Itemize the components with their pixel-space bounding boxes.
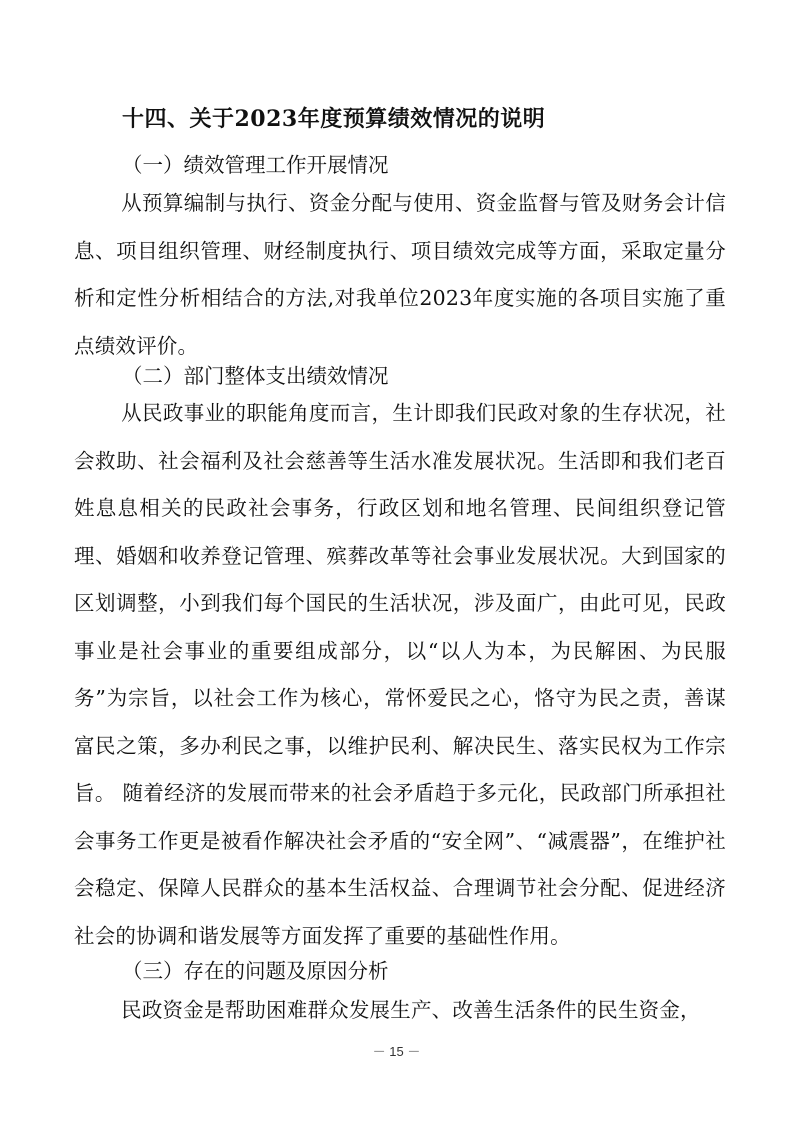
paragraph-problems-analysis: 民政资金是帮助困难群众发展生产、改善生活条件的民生资金， xyxy=(121,998,701,1022)
section-heading: 十四、关于2023年度预算绩效情况的说明 xyxy=(122,106,546,132)
page-number: － 15 － xyxy=(372,1044,421,1059)
subsection-title-1: （一）绩效管理工作开展情况 xyxy=(122,153,389,177)
paragraph-performance-management: 从预算编制与执行、资金分配与使用、资金监督与管及财务会计信息、项目组织管理、财经制度执行、项目绩效完成等方面，采取定量分析和定性分析相结合的方法,对我单位2023年度实施的各项目实施了重点绩效评价。 xyxy=(74,191,726,358)
paragraph-overall-spending-performance: 从民政事业的职能角度而言，生计即我们民政对象的生存状况，社会救助、社会福利及社会慈善等生活水准发展状况。生活即和我们老百姓息息相关的民政社会事务，行政区划和地名管理、民间组织登记管理、婚姻和收养登记管理、殡葬改革等社会事业发展状况。大到国家的区划调整，小到我们每个国民的生活状况，涉及面广，由此可见，民政事业是社会事业的重要组成部分，以“以人为本，为民解困、为民服务”为宗旨，以社会工作为核心，常怀爱民之心，恪守为民之责，善谋富民之策，多办利民之事，以维护民利、解决民生、落实民权为工作宗旨。 随着经济的发展而带来的社会矛盾趋于多元化，民政部门所承担社会事务工作更是被看作解决社会矛盾的“安全网”、“减震器”，在维护社会稳定、保障人民群众的基本生活权益、合理调节社会分配、促进经济社会的协调和谐发展等方面发挥了重要的基础性作用。 xyxy=(74,401,726,948)
subsection-title-2: （二）部门整体支出绩效情况 xyxy=(122,364,389,388)
subsection-title-3: （三）存在的问题及原因分析 xyxy=(122,959,389,983)
